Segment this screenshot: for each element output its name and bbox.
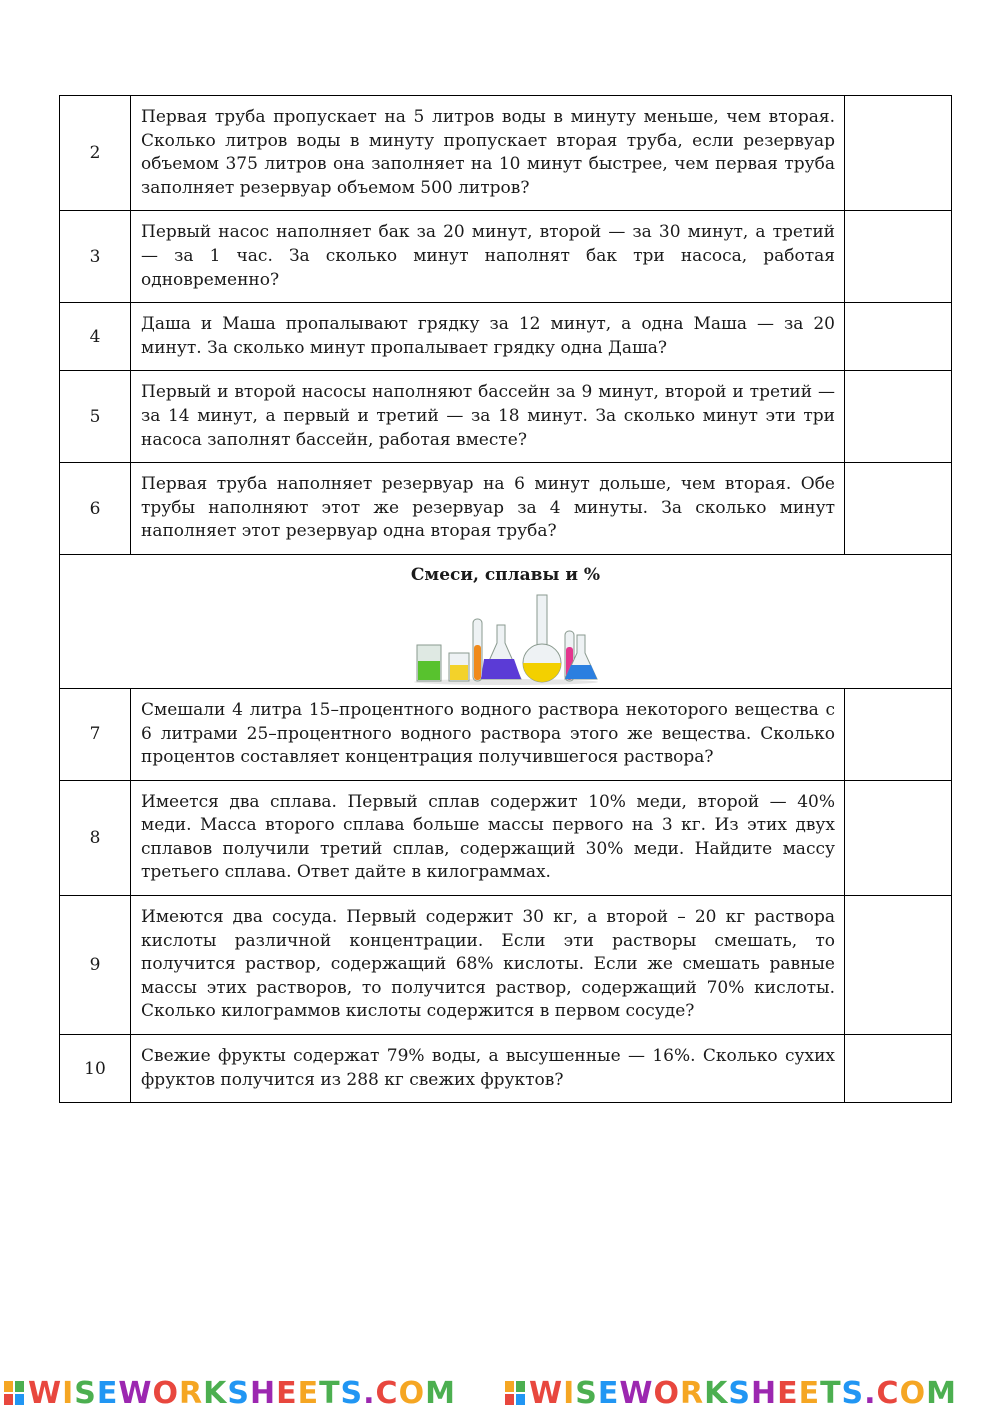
- section-header-row: [60, 554, 952, 688]
- lab-flasks-illustration: [413, 591, 599, 685]
- task-text: Даша и Маша пропалывают грядку за 12 минут, а одна Маша — за 20 минут. За сколько минут пропалывает грядку одна Даша?: [131, 303, 845, 371]
- answer-cell[interactable]: [845, 896, 952, 1035]
- table-row: [60, 211, 952, 303]
- footer-watermark: [0, 1375, 1000, 1413]
- answer-cell[interactable]: [845, 463, 952, 555]
- table-row: [60, 96, 952, 211]
- task-text: Первый и второй насосы наполняют бассейн за 9 минут, второй и третий — за 14 минут, а первый и третий — за 18 минут. За сколько минут эти три насоса заполнят бассейн, работая вместе?: [131, 371, 845, 463]
- task-number: 8: [60, 780, 131, 895]
- table-row: [60, 1035, 952, 1103]
- tasks-table: [59, 95, 952, 1103]
- answer-cell[interactable]: [845, 371, 952, 463]
- task-text: Имеется два сплава. Первый сплав содержит 10% меди, второй — 40% меди. Масса второго сплава больше массы первого на 3 кг. Из этих двух сплавов получили третий сплав, содержащий 30% меди. Найдите массу третьего сплава. Ответ дайте в килограммах.: [131, 780, 845, 895]
- task-number: 7: [60, 688, 131, 780]
- table-row: [60, 688, 952, 780]
- task-text: Первая труба наполняет резервуар на 6 минут дольше, чем вторая. Обе трубы наполняют этот же резервуар за 4 минуты. За сколько минут наполняет этот резервуар одна вторая труба?: [131, 463, 845, 555]
- wise-logo-icon: [505, 1381, 525, 1405]
- brand-text-left: WISEWORKSHEETS.COM: [28, 1376, 456, 1411]
- task-number: 3: [60, 211, 131, 303]
- task-text: Первый насос наполняет бак за 20 минут, второй — за 30 минут, а третий — за 1 час. За сколько минут наполнят бак три насоса, работая одновременно?: [131, 211, 845, 303]
- brand-text-right: WISEWORKSHEETS.COM: [529, 1376, 957, 1411]
- task-number: 2: [60, 96, 131, 211]
- task-text: Смешали 4 литра 15–процентного водного раствора некоторого вещества с 6 литрами 25–процентного водного раствора этого же вещества. Сколько процентов составляет концентрация получившегося раствора?: [131, 688, 845, 780]
- task-number: 5: [60, 371, 131, 463]
- answer-cell[interactable]: [845, 211, 952, 303]
- task-text: Имеются два сосуда. Первый содержит 30 кг, а второй – 20 кг раствора кислоты различной концентрации. Если эти растворы смешать, то получится раствор, содержащий 68% кислоты. Если же смешать равные массы этих растворов, то получится раствор, содержащий 70% кислоты. Сколько килограммов кислоты содержится в первом сосуде?: [131, 896, 845, 1035]
- task-text: Свежие фрукты содержат 79% воды, а высушенные — 16%. Сколько сухих фруктов получится из 288 кг свежих фруктов?: [131, 1035, 845, 1103]
- section-title: Смеси, сплавы и %: [410, 564, 601, 585]
- answer-cell[interactable]: [845, 780, 952, 895]
- answer-cell[interactable]: [845, 303, 952, 371]
- task-number: 4: [60, 303, 131, 371]
- table-row: [60, 780, 952, 895]
- task-number: 10: [60, 1035, 131, 1103]
- answer-cell[interactable]: [845, 1035, 952, 1103]
- task-number: 9: [60, 896, 131, 1035]
- section-cell: [60, 554, 952, 688]
- table-row: [60, 371, 952, 463]
- table-row: [60, 463, 952, 555]
- task-number: 6: [60, 463, 131, 555]
- wise-logo-icon: [4, 1381, 24, 1405]
- answer-cell[interactable]: [845, 688, 952, 780]
- table-row: [60, 896, 952, 1035]
- task-text: Первая труба пропускает на 5 литров воды в минуту меньше, чем вторая. Сколько литров воды в минуту пропускает вторая труба, если резервуар объемом 375 литров она заполняет на 10 минут быстрее, чем первая труба заполняет резервуар объемом 500 литров?: [131, 96, 845, 211]
- answer-cell[interactable]: [845, 96, 952, 211]
- table-row: [60, 303, 952, 371]
